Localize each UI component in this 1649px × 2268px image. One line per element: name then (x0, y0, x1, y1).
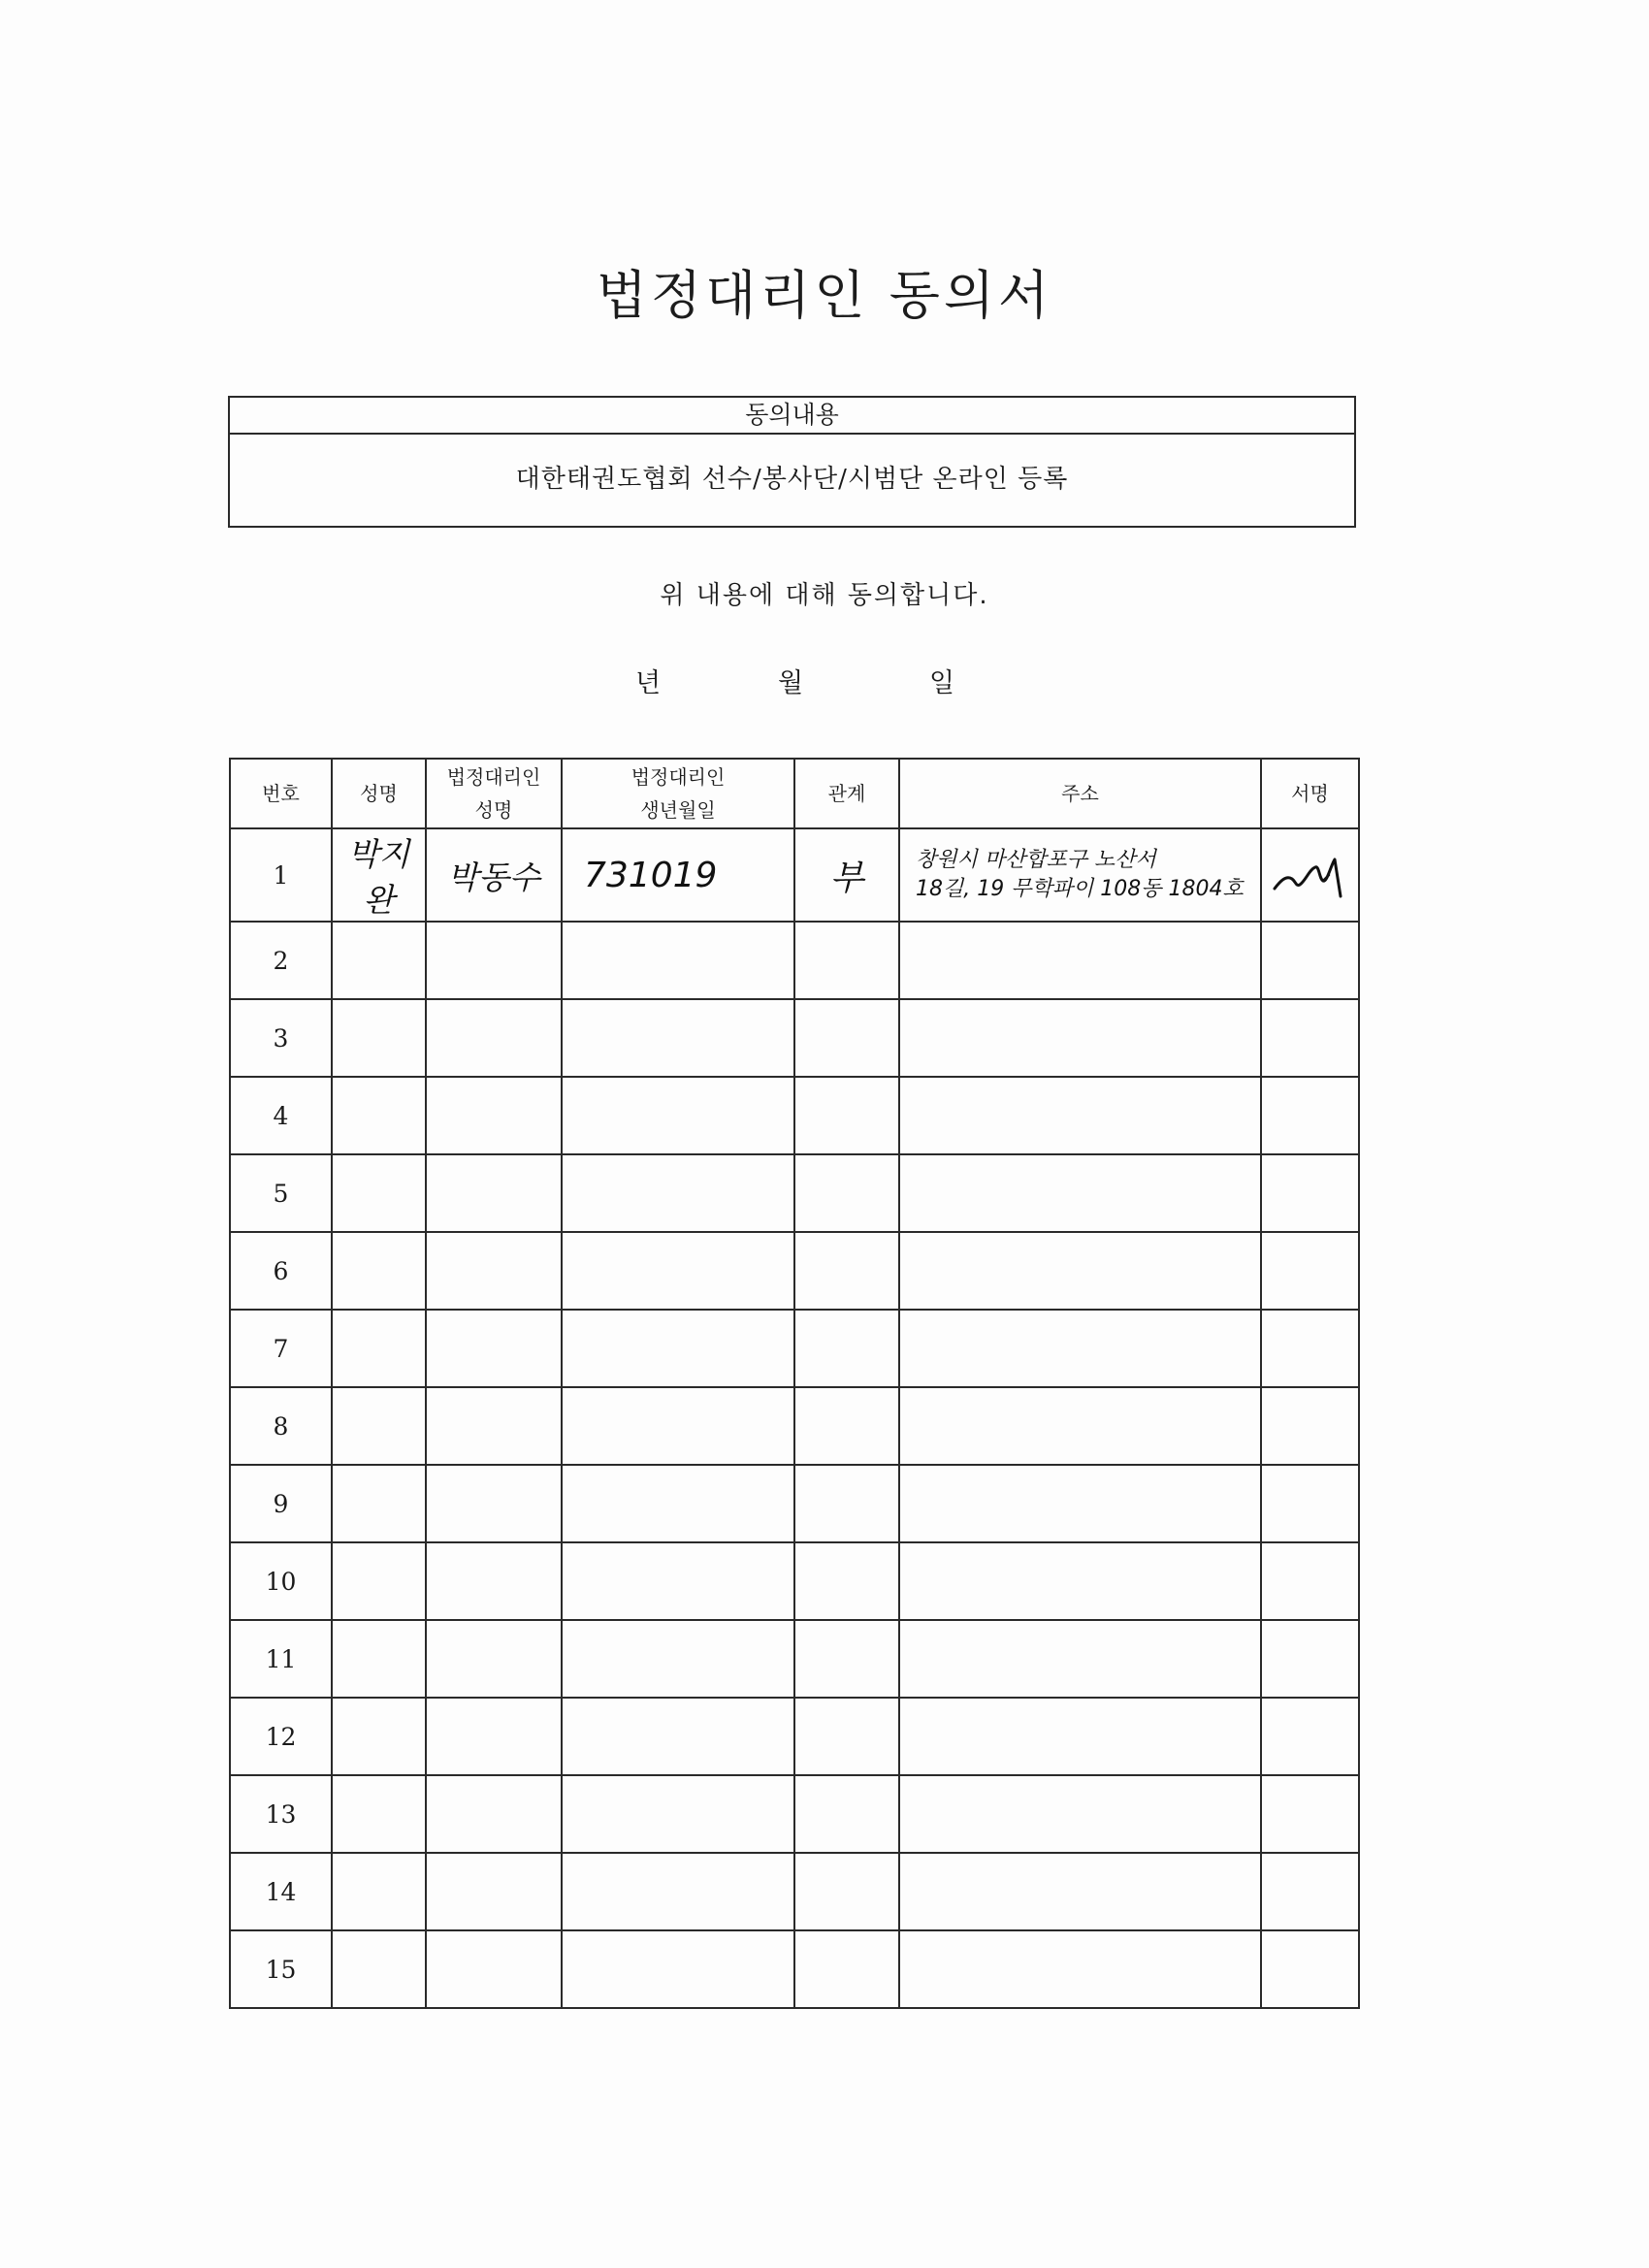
address[interactable] (899, 1154, 1261, 1232)
row-number: 8 (230, 1387, 332, 1465)
relation[interactable] (794, 922, 899, 999)
address[interactable] (899, 1542, 1261, 1620)
handwritten-signature-icon (1267, 846, 1354, 904)
address[interactable] (899, 1620, 1261, 1698)
address-line-1: 창원시 마산합포구 노산서 (916, 848, 1156, 872)
guardian-name[interactable] (426, 1310, 562, 1387)
guardian-name[interactable] (426, 1698, 562, 1775)
guardian-name[interactable] (426, 1232, 562, 1310)
row-number: 12 (230, 1698, 332, 1775)
student-name[interactable] (332, 1698, 426, 1775)
address[interactable] (899, 1853, 1261, 1930)
signature-cell[interactable] (1261, 1465, 1359, 1542)
document-title: 법정대리인 동의서 (596, 265, 1053, 326)
table-row (230, 1853, 1359, 1930)
guardian-birth[interactable] (562, 1077, 794, 1154)
guardian-birth[interactable] (562, 1310, 794, 1387)
relation[interactable] (794, 1387, 899, 1465)
guardian-name[interactable] (426, 1775, 562, 1853)
relation[interactable] (794, 999, 899, 1077)
guardian-name[interactable] (426, 1930, 562, 2008)
guardian-birth[interactable] (562, 1930, 794, 2008)
student-name[interactable] (332, 1387, 426, 1465)
relation[interactable] (794, 1154, 899, 1232)
address[interactable] (899, 1077, 1261, 1154)
table-row (230, 1930, 1359, 2008)
signature-cell[interactable] (1261, 1154, 1359, 1232)
address[interactable] (899, 1930, 1261, 2008)
student-name[interactable] (332, 1542, 426, 1620)
address-line-2: 18길, 19 무학파이 108동 1804호 (916, 877, 1244, 901)
relation[interactable] (794, 1620, 899, 1698)
guardian-birth[interactable] (562, 1853, 794, 1930)
table-row (230, 1154, 1359, 1232)
guardian-name[interactable] (426, 1620, 562, 1698)
signature-cell[interactable] (1261, 1077, 1359, 1154)
guardian-name[interactable] (426, 1853, 562, 1930)
row-number: 15 (230, 1930, 332, 2008)
guardian-birth[interactable] (562, 999, 794, 1077)
row-number: 13 (230, 1775, 332, 1853)
student-name[interactable] (332, 1077, 426, 1154)
header-relation: 관계 (794, 759, 899, 828)
date-year-label: 년 (635, 668, 662, 698)
table-row (230, 1077, 1359, 1154)
signature-cell[interactable] (1261, 1853, 1359, 1930)
guardian-name[interactable] (426, 999, 562, 1077)
guardian-birth[interactable] (562, 1542, 794, 1620)
address[interactable] (899, 1387, 1261, 1465)
table-row (230, 1310, 1359, 1387)
table-row (230, 828, 1359, 922)
guardian-birth[interactable] (562, 1620, 794, 1698)
address[interactable] (899, 1775, 1261, 1853)
guardian-birth[interactable] (562, 1154, 794, 1232)
relation[interactable] (794, 1077, 899, 1154)
guardian-birth[interactable] (562, 1775, 794, 1853)
row-number: 4 (230, 1077, 332, 1154)
table-header-row (230, 759, 1359, 828)
row-number: 11 (230, 1620, 332, 1698)
address (899, 828, 1261, 922)
row-number: 10 (230, 1542, 332, 1620)
signature-cell[interactable] (1261, 1387, 1359, 1465)
guardian-birth[interactable] (562, 1465, 794, 1542)
student-name[interactable] (332, 1775, 426, 1853)
signature-cell[interactable] (1261, 922, 1359, 999)
student-name[interactable] (332, 1465, 426, 1542)
header-guardian-name: 법정대리인 성명 (426, 759, 562, 828)
signature-cell[interactable] (1261, 1232, 1359, 1310)
relation[interactable] (794, 1465, 899, 1542)
consent-body: 대한태권도협회 선수/봉사단/시범단 온라인 등록 (515, 465, 1069, 494)
address[interactable] (899, 1310, 1261, 1387)
signature-cell[interactable] (1261, 1698, 1359, 1775)
header-guardian-birth: 법정대리인 생년월일 (562, 759, 794, 828)
row-number: 3 (230, 999, 332, 1077)
row-number: 6 (230, 1232, 332, 1310)
row-number: 14 (230, 1853, 332, 1930)
student-name[interactable] (332, 999, 426, 1077)
student-name: 박지완 (332, 828, 426, 922)
relation[interactable] (794, 1310, 899, 1387)
agree-statement: 위 내용에 대해 동의합니다. (660, 581, 989, 610)
address[interactable] (899, 1465, 1261, 1542)
relation[interactable] (794, 1775, 899, 1853)
address[interactable] (899, 999, 1261, 1077)
consent-header: 동의내용 (230, 398, 1354, 435)
signature-cell[interactable] (1261, 1620, 1359, 1698)
student-name[interactable] (332, 1620, 426, 1698)
guardian-name[interactable] (426, 1077, 562, 1154)
student-name[interactable] (332, 1310, 426, 1387)
guardian-name[interactable] (426, 922, 562, 999)
signature-cell[interactable] (1261, 1542, 1359, 1620)
student-name[interactable] (332, 1930, 426, 2008)
signature-mark (1261, 828, 1359, 922)
address[interactable] (899, 1698, 1261, 1775)
guardian-birth[interactable] (562, 922, 794, 999)
signature-cell[interactable] (1261, 1930, 1359, 2008)
guardian-name[interactable] (426, 1387, 562, 1465)
guardian-name[interactable] (426, 1465, 562, 1542)
table-row (230, 922, 1359, 999)
row-number: 2 (230, 922, 332, 999)
relation[interactable] (794, 1930, 899, 2008)
signature-cell[interactable] (1261, 999, 1359, 1077)
address[interactable] (899, 1232, 1261, 1310)
student-name[interactable] (332, 1154, 426, 1232)
guardian-birth[interactable] (562, 1387, 794, 1465)
relation[interactable] (794, 1232, 899, 1310)
relation[interactable] (794, 1698, 899, 1775)
student-name[interactable] (332, 1232, 426, 1310)
table-row (230, 1465, 1359, 1542)
date-month-label: 월 (778, 668, 804, 698)
header-no: 번호 (230, 759, 332, 828)
guardian-birth[interactable] (562, 1698, 794, 1775)
table-row (230, 1542, 1359, 1620)
guardian-birth: 731019 (562, 828, 794, 922)
student-name[interactable] (332, 1853, 426, 1930)
date-day-label: 일 (929, 668, 955, 698)
table-row (230, 1620, 1359, 1698)
header-name: 성명 (332, 759, 426, 828)
row-number: 1 (230, 828, 332, 922)
relation: 부 (794, 828, 899, 922)
table-row (230, 1232, 1359, 1310)
relation[interactable] (794, 1542, 899, 1620)
table-row (230, 1775, 1359, 1853)
row-number: 7 (230, 1310, 332, 1387)
signature-cell[interactable] (1261, 1775, 1359, 1853)
table-row (230, 1387, 1359, 1465)
consent-box (228, 396, 1356, 528)
table-row (230, 999, 1359, 1077)
guardian-birth[interactable] (562, 1232, 794, 1310)
row-number: 9 (230, 1465, 332, 1542)
signature-cell[interactable] (1261, 1310, 1359, 1387)
header-address: 주소 (899, 759, 1261, 828)
guardian-name[interactable] (426, 1154, 562, 1232)
guardian-name[interactable] (426, 1542, 562, 1620)
address[interactable] (899, 922, 1261, 999)
guardian-name: 박동수 (426, 828, 562, 922)
student-name[interactable] (332, 922, 426, 999)
table-row (230, 1698, 1359, 1775)
header-signature: 서명 (1261, 759, 1359, 828)
signature-table (229, 758, 1360, 2009)
row-number: 5 (230, 1154, 332, 1232)
relation[interactable] (794, 1853, 899, 1930)
